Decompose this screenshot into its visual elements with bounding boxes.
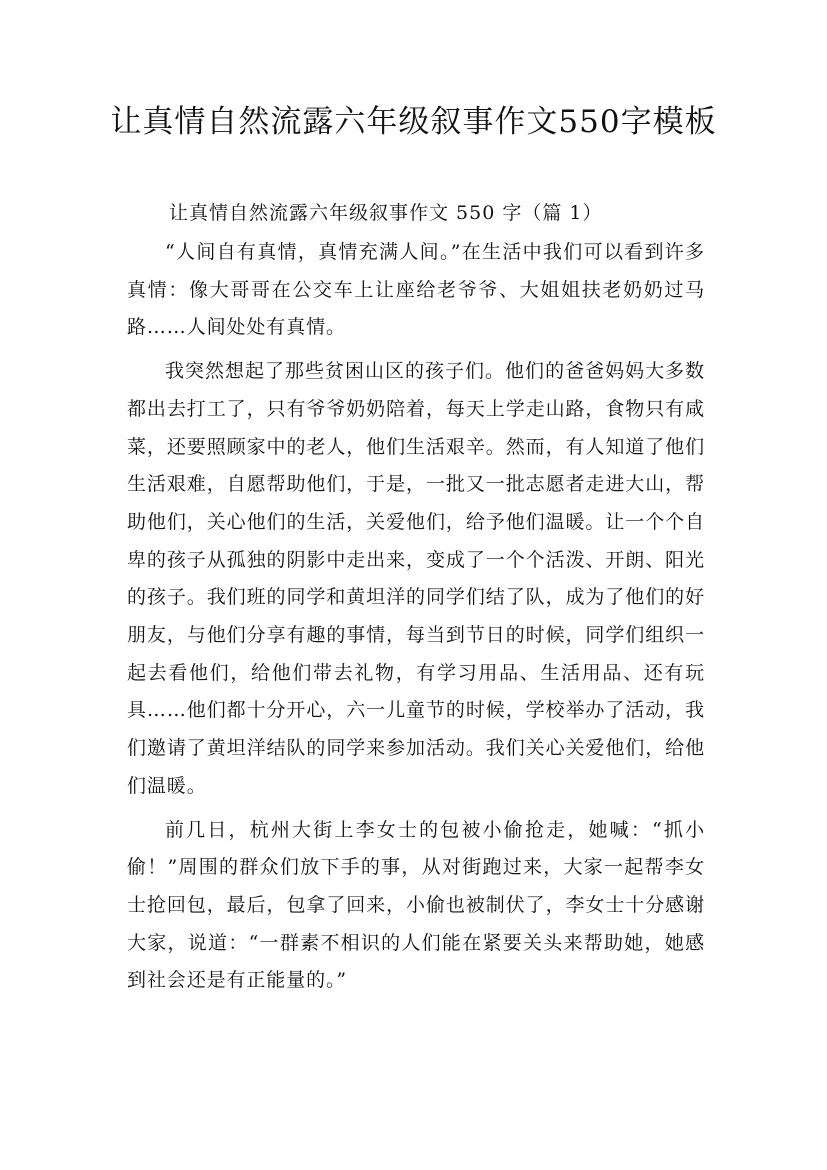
paragraph: 前几日，杭州大街上李女士的包被小偷抢走，她喊：“抓小偷！”周围的群众们放下手的事，从对街跑过来，大家一起帮李女士抢回包，最后，包拿了回来，小偷也被制伏了，李女士十分感谢大家，说道：“一群素不相识的人们能在紧要关头来帮助她，她感到社会还是有正能量的。” — [127, 818, 705, 992]
section-heading: 让真情自然流露六年级叙事作文 550 字（篇 1） — [169, 202, 603, 224]
document-body — [127, 192, 705, 1006]
paragraph: “人间自有真情，真情充满人间。”在生活中我们可以看到许多真情：像大哥哥在公交车上让座给老爷爷、大姐姐扶老奶奶过马路……人间处处有真情。 — [127, 241, 705, 339]
document-title: 让真情自然流露六年级叙事作文550字模板 — [110, 104, 717, 140]
paragraph: 我突然想起了那些贫困山区的孩子们。他们的爸爸妈妈大多数都出去打工了，只有爷爷奶奶陪着，每天上学走山路，食物只有咸菜，还要照顾家中的老人，他们生活艰辛。然而，有人知道了他们生活艰难，自愿帮助他们，于是，一批又一批志愿者走进大山，帮助他们，关心他们的生活，关爱他们，给予他们温暖。让一个个自卑的孩子从孤独的阴影中走出来，变成了一个个活泼、开朗、阳光的孩子。我们班的同学和黄坦洋的同学们结了队，成为了他们的好朋友，与他们分享有趣的事情，每当到节日的时候，同学们组织一起去看他们，给他们带去礼物，有学习用品、生活用品、还有玩具……他们都十分开心，六一儿童节的时候，学校举办了活动，我们邀请了黄坦洋结队的同学来参加活动。我们关心关爱他们，给他们温暖。 — [127, 360, 705, 797]
